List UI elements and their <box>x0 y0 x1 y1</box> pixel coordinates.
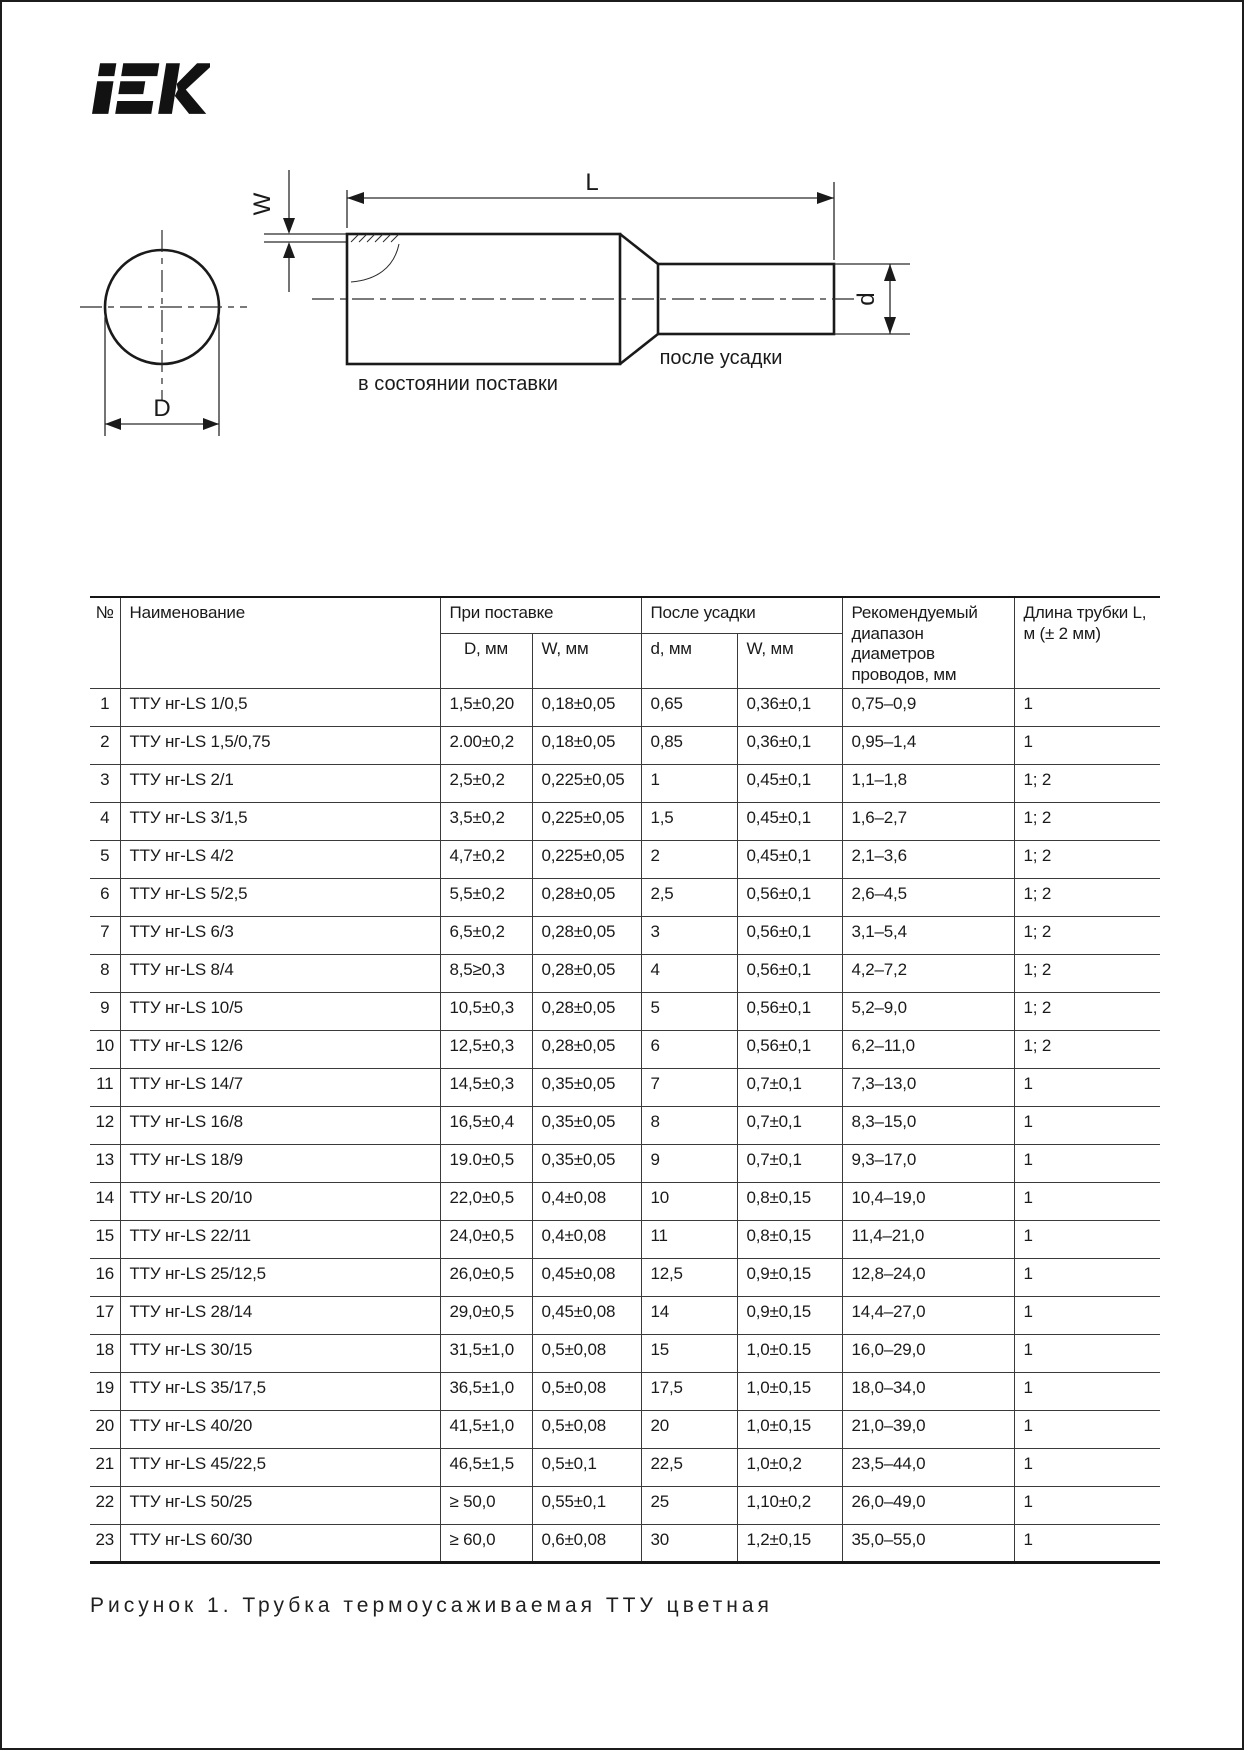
dim-d-arrow-bottom <box>884 317 896 334</box>
logo-e-top <box>121 63 159 76</box>
cell-num: 18 <box>90 1334 120 1372</box>
col-header-supply-group: При поставке <box>440 597 641 633</box>
cell-D-supply: 36,5±1,0 <box>440 1372 532 1410</box>
cell-range: 2,6–4,5 <box>842 878 1014 916</box>
cell-W-after: 0,45±0,1 <box>737 802 842 840</box>
cell-range: 2,1–3,6 <box>842 840 1014 878</box>
cell-range: 18,0–34,0 <box>842 1372 1014 1410</box>
cell-length: 1; 2 <box>1014 992 1160 1030</box>
cell-length: 1 <box>1014 1334 1160 1372</box>
cell-d-after: 17,5 <box>641 1372 737 1410</box>
col-header-after-group: После усадки <box>641 597 842 633</box>
cell-name: ТТУ нг-LS 16/8 <box>120 1106 440 1144</box>
cell-D-supply: 41,5±1,0 <box>440 1410 532 1448</box>
cell-D-supply: 31,5±1,0 <box>440 1334 532 1372</box>
supplied-state-label: в состоянии поставки <box>358 373 558 395</box>
cell-length: 1 <box>1014 1068 1160 1106</box>
cell-W-supply: 0,225±0,05 <box>532 802 641 840</box>
cell-range: 1,6–2,7 <box>842 802 1014 840</box>
table-row <box>90 1030 1160 1068</box>
cell-W-after: 0,9±0,15 <box>737 1258 842 1296</box>
cell-range: 9,3–17,0 <box>842 1144 1014 1182</box>
dim-d-label: d <box>853 292 880 306</box>
cell-d-after: 7 <box>641 1068 737 1106</box>
cell-d-after: 1,5 <box>641 802 737 840</box>
cell-range: 0,75–0,9 <box>842 688 1014 726</box>
cell-num: 10 <box>90 1030 120 1068</box>
cell-name: ТТУ нг-LS 20/10 <box>120 1182 440 1220</box>
dim-d-arrow-top <box>884 264 896 281</box>
cell-D-supply: 10,5±0,3 <box>440 992 532 1030</box>
cell-name: ТТУ нг-LS 30/15 <box>120 1334 440 1372</box>
cell-num: 8 <box>90 954 120 992</box>
cell-range: 0,95–1,4 <box>842 726 1014 764</box>
cell-name: ТТУ нг-LS 22/11 <box>120 1220 440 1258</box>
cell-range: 8,3–15,0 <box>842 1106 1014 1144</box>
cell-range: 16,0–29,0 <box>842 1334 1014 1372</box>
taper-top <box>620 234 658 264</box>
col-header-W-supply: W, мм <box>532 633 641 688</box>
table-row <box>90 878 1160 916</box>
table-row <box>90 992 1160 1030</box>
cell-range: 35,0–55,0 <box>842 1524 1014 1562</box>
cell-d-after: 10 <box>641 1182 737 1220</box>
cell-W-supply: 0,28±0,05 <box>532 878 641 916</box>
cell-D-supply: 16,5±0,4 <box>440 1106 532 1144</box>
cell-W-after: 0,7±0,1 <box>737 1068 842 1106</box>
cell-num: 21 <box>90 1448 120 1486</box>
cell-length: 1 <box>1014 1486 1160 1524</box>
dim-D-label: D <box>153 395 171 422</box>
cell-length: 1; 2 <box>1014 764 1160 802</box>
cell-W-supply: 0,35±0,05 <box>532 1106 641 1144</box>
cell-range: 4,2–7,2 <box>842 954 1014 992</box>
cell-W-supply: 0,18±0,05 <box>532 726 641 764</box>
cell-name: ТТУ нг-LS 1,5/0,75 <box>120 726 440 764</box>
cell-d-after: 22,5 <box>641 1448 737 1486</box>
cell-name: ТТУ нг-LS 60/30 <box>120 1524 440 1562</box>
cell-W-after: 0,56±0,1 <box>737 992 842 1030</box>
cell-num: 12 <box>90 1106 120 1144</box>
cell-name: ТТУ нг-LS 35/17,5 <box>120 1372 440 1410</box>
dim-W-arrow-down <box>283 218 295 234</box>
cell-num: 7 <box>90 916 120 954</box>
logo-i-body <box>92 81 113 114</box>
cell-name: ТТУ нг-LS 10/5 <box>120 992 440 1030</box>
cell-length: 1 <box>1014 1524 1160 1562</box>
dim-D-arrow-right <box>203 418 219 430</box>
cell-D-supply: 1,5±0,20 <box>440 688 532 726</box>
dim-L-label: L <box>585 169 599 196</box>
cell-length: 1 <box>1014 1144 1160 1182</box>
dim-W-label: W <box>249 192 276 216</box>
cell-name: ТТУ нг-LS 5/2,5 <box>120 878 440 916</box>
cell-W-supply: 0,28±0,05 <box>532 916 641 954</box>
table-row <box>90 802 1160 840</box>
table-row <box>90 1106 1160 1144</box>
cell-length: 1 <box>1014 1182 1160 1220</box>
cell-length: 1 <box>1014 688 1160 726</box>
cell-name: ТТУ нг-LS 2/1 <box>120 764 440 802</box>
cell-name: ТТУ нг-LS 25/12,5 <box>120 1258 440 1296</box>
logo-i-dot <box>98 63 116 76</box>
cell-W-after: 0,56±0,1 <box>737 1030 842 1068</box>
cell-range: 12,8–24,0 <box>842 1258 1014 1296</box>
cell-W-supply: 0,35±0,05 <box>532 1068 641 1106</box>
cell-W-supply: 0,45±0,08 <box>532 1296 641 1334</box>
cell-d-after: 4 <box>641 954 737 992</box>
cell-W-after: 0,7±0,1 <box>737 1144 842 1182</box>
cell-range: 3,1–5,4 <box>842 916 1014 954</box>
tube-diagram <box>2 152 1244 492</box>
cell-num: 11 <box>90 1068 120 1106</box>
cell-name: ТТУ нг-LS 50/25 <box>120 1486 440 1524</box>
cell-num: 5 <box>90 840 120 878</box>
cell-W-after: 0,36±0,1 <box>737 688 842 726</box>
col-header-W-after: W, мм <box>737 633 842 688</box>
cell-num: 19 <box>90 1372 120 1410</box>
cell-D-supply: 5,5±0,2 <box>440 878 532 916</box>
table-row <box>90 840 1160 878</box>
cell-range: 14,4–27,0 <box>842 1296 1014 1334</box>
col-header-D-supply: D, мм <box>440 633 532 688</box>
cell-range: 26,0–49,0 <box>842 1486 1014 1524</box>
cell-d-after: 6 <box>641 1030 737 1068</box>
cell-num: 20 <box>90 1410 120 1448</box>
cell-D-supply: 6,5±0,2 <box>440 916 532 954</box>
cell-name: ТТУ нг-LS 8/4 <box>120 954 440 992</box>
cell-d-after: 12,5 <box>641 1258 737 1296</box>
cell-num: 3 <box>90 764 120 802</box>
cell-W-after: 1,2±0,15 <box>737 1524 842 1562</box>
cell-W-supply: 0,225±0,05 <box>532 840 641 878</box>
logo-e-bottom <box>115 101 153 114</box>
cell-W-after: 0,8±0,15 <box>737 1220 842 1258</box>
cell-length: 1 <box>1014 726 1160 764</box>
table-row <box>90 1448 1160 1486</box>
cell-length: 1 <box>1014 1106 1160 1144</box>
col-header-range: Рекомендуемый диапазон диаметров проводов, мм <box>842 597 1014 688</box>
cell-range: 23,5–44,0 <box>842 1448 1014 1486</box>
cell-name: ТТУ нг-LS 28/14 <box>120 1296 440 1334</box>
cell-range: 11,4–21,0 <box>842 1220 1014 1258</box>
cell-name: ТТУ нг-LS 6/3 <box>120 916 440 954</box>
cell-W-after: 0,9±0,15 <box>737 1296 842 1334</box>
table-row <box>90 1334 1160 1372</box>
cell-name: ТТУ нг-LS 4/2 <box>120 840 440 878</box>
cell-length: 1; 2 <box>1014 878 1160 916</box>
cell-W-supply: 0,28±0,05 <box>532 1030 641 1068</box>
cell-W-supply: 0,4±0,08 <box>532 1182 641 1220</box>
cell-length: 1; 2 <box>1014 916 1160 954</box>
dim-W-arrow-up <box>283 242 295 258</box>
cell-W-supply: 0,55±0,1 <box>532 1486 641 1524</box>
cell-length: 1 <box>1014 1220 1160 1258</box>
taper-bottom <box>620 334 658 364</box>
cell-num: 2 <box>90 726 120 764</box>
cell-name: ТТУ нг-LS 1/0,5 <box>120 688 440 726</box>
cell-d-after: 5 <box>641 992 737 1030</box>
logo-k-bar <box>158 63 180 114</box>
table-row <box>90 688 1160 726</box>
cell-W-after: 1,0±0,15 <box>737 1372 842 1410</box>
cell-W-supply: 0,5±0,08 <box>532 1410 641 1448</box>
cell-num: 14 <box>90 1182 120 1220</box>
cell-D-supply: ≥ 50,0 <box>440 1486 532 1524</box>
table-row <box>90 916 1160 954</box>
cell-D-supply: 24,0±0,5 <box>440 1220 532 1258</box>
cell-W-after: 1,0±0,2 <box>737 1448 842 1486</box>
cell-d-after: 20 <box>641 1410 737 1448</box>
cell-length: 1; 2 <box>1014 840 1160 878</box>
cell-W-supply: 0,45±0,08 <box>532 1258 641 1296</box>
cell-length: 1 <box>1014 1258 1160 1296</box>
cell-D-supply: 2,5±0,2 <box>440 764 532 802</box>
cell-num: 16 <box>90 1258 120 1296</box>
cell-d-after: 11 <box>641 1220 737 1258</box>
iek-logo <box>88 58 210 120</box>
cell-range: 21,0–39,0 <box>842 1410 1014 1448</box>
cell-D-supply: 3,5±0,2 <box>440 802 532 840</box>
cell-d-after: 30 <box>641 1524 737 1562</box>
cell-num: 6 <box>90 878 120 916</box>
cell-D-supply: 29,0±0,5 <box>440 1296 532 1334</box>
cell-W-supply: 0,28±0,05 <box>532 954 641 992</box>
cell-W-after: 1,10±0,2 <box>737 1486 842 1524</box>
col-header-length: Длина трубки L, м (± 2 мм) <box>1014 597 1160 688</box>
cell-D-supply: 22,0±0,5 <box>440 1182 532 1220</box>
cell-length: 1 <box>1014 1296 1160 1334</box>
cell-range: 5,2–9,0 <box>842 992 1014 1030</box>
cell-d-after: 0,65 <box>641 688 737 726</box>
cell-length: 1; 2 <box>1014 1030 1160 1068</box>
cell-num: 22 <box>90 1486 120 1524</box>
spec-table <box>90 596 1160 1564</box>
cell-D-supply: 26,0±0,5 <box>440 1258 532 1296</box>
table-row <box>90 1486 1160 1524</box>
dim-D-arrow-left <box>105 418 121 430</box>
cell-range: 6,2–11,0 <box>842 1030 1014 1068</box>
cell-W-supply: 0,5±0,08 <box>532 1334 641 1372</box>
table-row <box>90 1410 1160 1448</box>
cell-D-supply: 4,7±0,2 <box>440 840 532 878</box>
cell-W-after: 1,0±0,15 <box>737 1410 842 1448</box>
cell-range: 10,4–19,0 <box>842 1182 1014 1220</box>
cell-d-after: 2 <box>641 840 737 878</box>
cell-d-after: 8 <box>641 1106 737 1144</box>
figure-caption: Рисунок 1. Трубка термоусаживаемая ТТУ цветная <box>90 1594 773 1617</box>
cell-num: 13 <box>90 1144 120 1182</box>
cell-W-supply: 0,28±0,05 <box>532 992 641 1030</box>
logo-e-mid <box>118 81 145 94</box>
wall-hatching <box>351 234 399 282</box>
cell-D-supply: 19.0±0,5 <box>440 1144 532 1182</box>
cell-num: 9 <box>90 992 120 1030</box>
cell-name: ТТУ нг-LS 14/7 <box>120 1068 440 1106</box>
cell-W-supply: 0,225±0,05 <box>532 764 641 802</box>
cell-W-after: 0,56±0,1 <box>737 878 842 916</box>
cell-W-after: 0,56±0,1 <box>737 916 842 954</box>
cell-length: 1 <box>1014 1410 1160 1448</box>
cell-W-supply: 0,35±0,05 <box>532 1144 641 1182</box>
table-row <box>90 726 1160 764</box>
cell-num: 1 <box>90 688 120 726</box>
spec-table-header <box>90 597 1160 688</box>
cell-D-supply: 2.00±0,2 <box>440 726 532 764</box>
cell-W-supply: 0,5±0,08 <box>532 1372 641 1410</box>
dim-L-arrow-left <box>347 192 364 204</box>
table-row <box>90 1372 1160 1410</box>
cell-W-after: 1,0±0.15 <box>737 1334 842 1372</box>
cell-num: 4 <box>90 802 120 840</box>
cell-d-after: 2,5 <box>641 878 737 916</box>
cell-length: 1 <box>1014 1448 1160 1486</box>
cell-length: 1 <box>1014 1372 1160 1410</box>
cell-name: ТТУ нг-LS 12/6 <box>120 1030 440 1068</box>
spec-table-body <box>90 688 1160 1562</box>
col-header-name: Наименование <box>120 597 440 688</box>
cell-W-after: 0,7±0,1 <box>737 1106 842 1144</box>
cell-name: ТТУ нг-LS 18/9 <box>120 1144 440 1182</box>
cell-num: 23 <box>90 1524 120 1562</box>
cell-d-after: 25 <box>641 1486 737 1524</box>
cell-D-supply: 46,5±1,5 <box>440 1448 532 1486</box>
cell-W-after: 0,56±0,1 <box>737 954 842 992</box>
table-row <box>90 1144 1160 1182</box>
cell-length: 1; 2 <box>1014 802 1160 840</box>
cell-W-supply: 0,6±0,08 <box>532 1524 641 1562</box>
cell-d-after: 1 <box>641 764 737 802</box>
dim-L-arrow-right <box>817 192 834 204</box>
table-row <box>90 1296 1160 1334</box>
cell-W-after: 0,8±0,15 <box>737 1182 842 1220</box>
after-shrink-label: после усадки <box>659 347 783 369</box>
table-row <box>90 954 1160 992</box>
table-row <box>90 1182 1160 1220</box>
cell-D-supply: 8,5≥0,3 <box>440 954 532 992</box>
cell-range: 7,3–13,0 <box>842 1068 1014 1106</box>
cell-W-supply: 0,4±0,08 <box>532 1220 641 1258</box>
table-row <box>90 1220 1160 1258</box>
cell-D-supply: ≥ 60,0 <box>440 1524 532 1562</box>
table-row <box>90 1068 1160 1106</box>
col-header-d-after: d, мм <box>641 633 737 688</box>
cell-d-after: 14 <box>641 1296 737 1334</box>
cell-range: 1,1–1,8 <box>842 764 1014 802</box>
cell-d-after: 3 <box>641 916 737 954</box>
table-row <box>90 1524 1160 1562</box>
cell-W-supply: 0,5±0,1 <box>532 1448 641 1486</box>
cell-name: ТТУ нг-LS 40/20 <box>120 1410 440 1448</box>
cell-length: 1; 2 <box>1014 954 1160 992</box>
cell-D-supply: 14,5±0,3 <box>440 1068 532 1106</box>
cell-D-supply: 12,5±0,3 <box>440 1030 532 1068</box>
cell-d-after: 0,85 <box>641 726 737 764</box>
cell-d-after: 15 <box>641 1334 737 1372</box>
cell-W-supply: 0,18±0,05 <box>532 688 641 726</box>
cell-W-after: 0,45±0,1 <box>737 840 842 878</box>
cell-num: 17 <box>90 1296 120 1334</box>
table-row <box>90 764 1160 802</box>
cell-num: 15 <box>90 1220 120 1258</box>
cell-W-after: 0,36±0,1 <box>737 726 842 764</box>
table-row <box>90 1258 1160 1296</box>
cell-name: ТТУ нг-LS 3/1,5 <box>120 802 440 840</box>
cell-d-after: 9 <box>641 1144 737 1182</box>
cell-name: ТТУ нг-LS 45/22,5 <box>120 1448 440 1486</box>
cell-W-after: 0,45±0,1 <box>737 764 842 802</box>
col-header-num: № <box>90 597 120 688</box>
